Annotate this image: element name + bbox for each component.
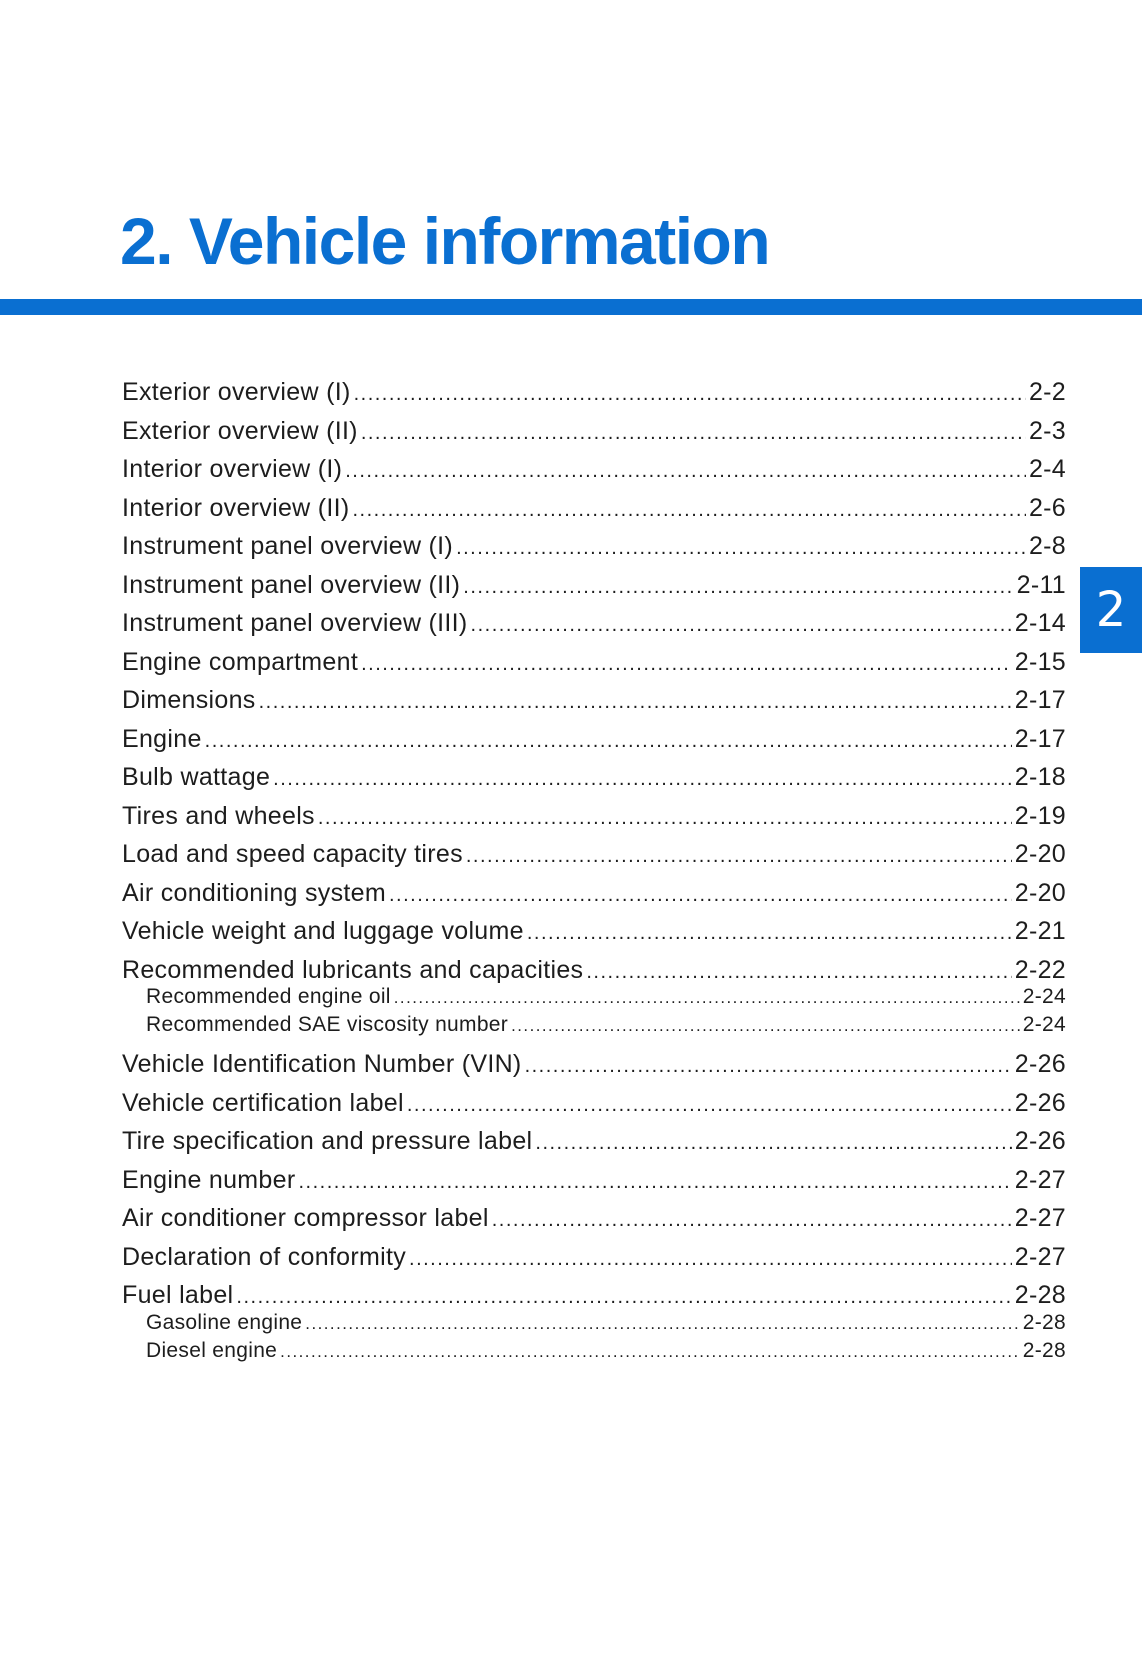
toc-entry[interactable] <box>122 489 1066 528</box>
toc-page-number: 2-6 <box>1028 493 1066 522</box>
toc-entry-title: Declaration of conformity <box>122 1242 407 1271</box>
toc-page-number: 2-27 <box>1014 1204 1066 1232</box>
toc-entry[interactable] <box>122 1045 1066 1084</box>
toc-dot-leader <box>511 1012 1020 1040</box>
toc-page-number: 2-28 <box>1022 1338 1066 1362</box>
toc-page-number: 2-11 <box>1016 570 1066 599</box>
toc-dot-leader <box>492 1201 1012 1240</box>
toc-page-number: 2-17 <box>1014 724 1066 753</box>
toc-subentry[interactable] <box>122 1337 1066 1365</box>
toc-page-number: 2-21 <box>1014 917 1066 945</box>
toc-entry-title: Bulb wattage <box>122 763 271 791</box>
toc-page-number: 2-24 <box>1022 985 1066 1008</box>
chapter-tab[interactable]: 2 <box>1080 567 1142 653</box>
toc-dot-leader <box>407 1086 1012 1125</box>
toc-dot-leader <box>205 722 1012 761</box>
toc-dot-leader <box>273 760 1012 799</box>
toc-dot-leader <box>409 1240 1012 1279</box>
toc-entry-title: Tires and wheels <box>122 801 315 830</box>
toc-dot-leader <box>466 837 1012 876</box>
toc-entry[interactable] <box>122 1199 1066 1238</box>
toc-page-number: 2-18 <box>1014 763 1066 791</box>
toc-entry-title: Interior overview (II) <box>122 493 350 522</box>
table-of-contents <box>122 373 1066 1365</box>
toc-subentry[interactable] <box>122 983 1066 1011</box>
toc-page-number: 2-26 <box>1014 1088 1066 1117</box>
toc-entry[interactable] <box>122 373 1066 412</box>
toc-dot-leader <box>471 606 1012 645</box>
title-divider <box>0 299 1142 315</box>
toc-entry-title: Engine compartment <box>122 647 359 676</box>
toc-entry-title: Vehicle certification label <box>122 1088 404 1117</box>
toc-entry-title: Interior overview (I) <box>122 455 343 483</box>
toc-dot-leader <box>305 1310 1019 1338</box>
toc-dot-leader <box>361 645 1012 684</box>
toc-entry-title: Instrument panel overview (II) <box>122 570 461 599</box>
toc-dot-leader <box>525 1047 1012 1086</box>
toc-entry-title: Diesel engine <box>146 1338 278 1362</box>
toc-page-number: 2-14 <box>1014 609 1066 637</box>
toc-page-number: 2-2 <box>1028 378 1066 406</box>
toc-dot-leader <box>361 414 1026 453</box>
toc-dot-leader <box>298 1163 1011 1202</box>
toc-dot-leader <box>463 568 1013 607</box>
toc-entry-title: Engine <box>122 724 202 753</box>
toc-entry-title: Gasoline engine <box>146 1310 303 1334</box>
toc-entry[interactable] <box>122 566 1066 605</box>
toc-entry[interactable] <box>122 874 1066 913</box>
toc-entry-title: Engine number <box>122 1165 296 1194</box>
toc-page-number: 2-24 <box>1022 1013 1066 1036</box>
toc-entry-title: Recommended engine oil <box>146 985 391 1008</box>
toc-entry[interactable] <box>122 604 1066 643</box>
toc-page-number: 2-28 <box>1014 1281 1066 1309</box>
toc-entry[interactable] <box>122 1161 1066 1200</box>
toc-entry[interactable] <box>122 758 1066 797</box>
toc-page-number: 2-4 <box>1028 455 1066 483</box>
toc-page-number: 2-17 <box>1014 686 1066 714</box>
toc-entry-title: Vehicle weight and luggage volume <box>122 917 524 945</box>
toc-dot-leader <box>354 375 1026 414</box>
toc-page-number: 2-28 <box>1022 1310 1066 1334</box>
toc-dot-leader <box>280 1338 1020 1366</box>
toc-page-number: 2-22 <box>1014 955 1066 984</box>
toc-entry-title: Instrument panel overview (I) <box>122 532 454 560</box>
toc-page-number: 2-3 <box>1028 416 1066 445</box>
page-title: 2. Vehicle information <box>120 204 770 278</box>
toc-entry[interactable] <box>122 450 1066 489</box>
toc-page-number: 2-26 <box>1014 1127 1066 1155</box>
toc-entry[interactable] <box>122 527 1066 566</box>
toc-page-number: 2-20 <box>1014 878 1066 907</box>
toc-entry[interactable] <box>122 720 1066 759</box>
toc-dot-leader <box>318 799 1012 838</box>
toc-dot-leader <box>394 984 1020 1012</box>
toc-entry-title: Dimensions <box>122 686 256 714</box>
toc-entry[interactable] <box>122 1084 1066 1123</box>
toc-page-number: 2-20 <box>1014 840 1066 868</box>
toc-entry-title: Fuel label <box>122 1281 234 1309</box>
toc-entry-title: Tire specification and pressure label <box>122 1127 533 1155</box>
toc-entry[interactable] <box>122 681 1066 720</box>
toc-dot-leader <box>535 1124 1011 1163</box>
toc-entry-title: Exterior overview (II) <box>122 416 358 445</box>
toc-page-number: 2-8 <box>1028 532 1066 560</box>
toc-entry[interactable] <box>122 797 1066 836</box>
toc-entry-title: Recommended lubricants and capacities <box>122 955 584 984</box>
toc-entry[interactable] <box>122 835 1066 874</box>
toc-entry[interactable] <box>122 1238 1066 1277</box>
toc-entry-title: Recommended SAE viscosity number <box>146 1013 509 1036</box>
toc-entry-title: Exterior overview (I) <box>122 378 351 406</box>
toc-dot-leader <box>389 876 1012 915</box>
toc-entry[interactable] <box>122 1122 1066 1161</box>
toc-subentry[interactable] <box>122 1011 1066 1039</box>
toc-entry[interactable] <box>122 412 1066 451</box>
toc-dot-leader <box>259 683 1012 722</box>
toc-page-number: 2-15 <box>1014 647 1066 676</box>
toc-entry[interactable] <box>122 643 1066 682</box>
toc-entry-title: Instrument panel overview (III) <box>122 609 468 637</box>
toc-dot-leader <box>527 914 1012 953</box>
toc-entry-title: Air conditioning system <box>122 878 386 907</box>
toc-page-number: 2-27 <box>1014 1242 1066 1271</box>
toc-subentry[interactable] <box>122 1309 1066 1337</box>
toc-entry[interactable] <box>122 912 1066 951</box>
toc-page-number: 2-27 <box>1014 1165 1066 1194</box>
toc-page-number: 2-19 <box>1014 801 1066 830</box>
toc-entry-title: Air conditioner compressor label <box>122 1204 489 1232</box>
toc-dot-leader <box>353 491 1026 530</box>
toc-entry-title: Vehicle Identification Number (VIN) <box>122 1050 522 1078</box>
toc-dot-leader <box>345 452 1026 491</box>
toc-dot-leader <box>456 529 1026 568</box>
toc-page-number: 2-26 <box>1014 1050 1066 1078</box>
toc-entry-title: Load and speed capacity tires <box>122 840 463 868</box>
